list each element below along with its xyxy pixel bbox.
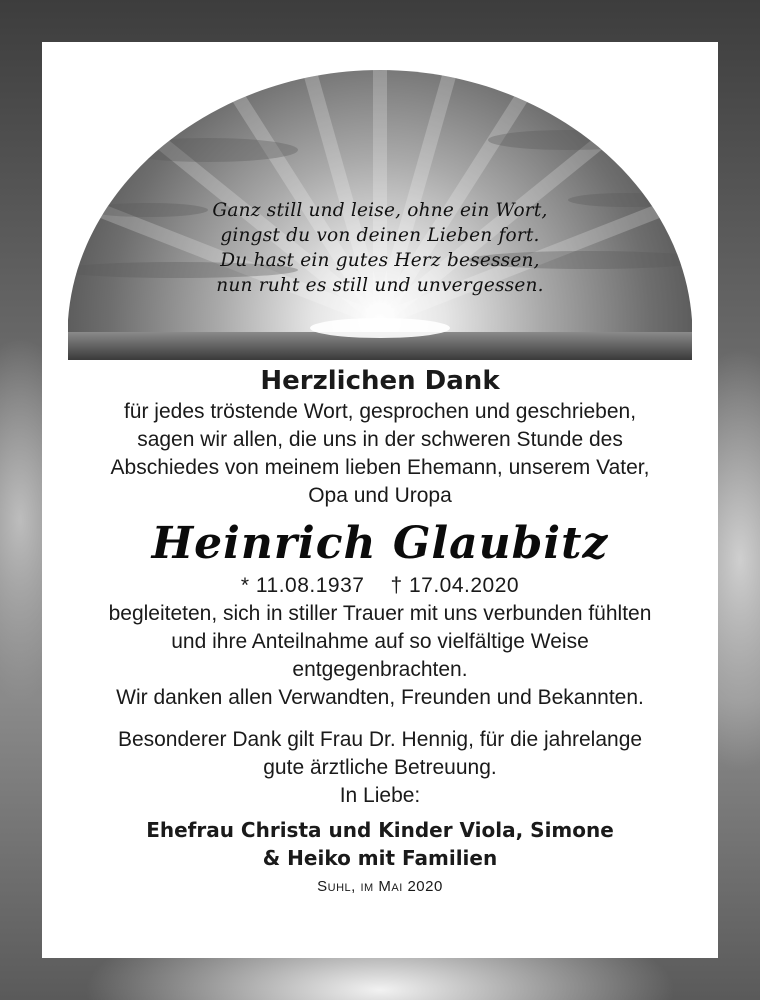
intro-line: für jedes tröstende Wort, gesprochen und geschrieben, — [123, 400, 637, 423]
thanks-line: begleiteten, sich in stiller Trauer mit uns verbunden fühlten — [108, 602, 652, 625]
poem-line: nun ruht es still und unvergessen. — [216, 275, 544, 296]
place-and-date: Suhl, im Mai 2020 — [317, 878, 443, 895]
death-date: † 17.04.2020 — [390, 574, 520, 597]
closing-line: In Liebe: — [339, 784, 421, 807]
obituary-text — [42, 364, 718, 900]
intro-line: sagen wir allen, die uns in der schweren Stunde des — [137, 428, 623, 451]
birth-date: * 11.08.1937 — [240, 574, 365, 597]
poem-line: Ganz still und leise, ohne ein Wort, — [212, 200, 548, 221]
intro-line: Opa und Uropa — [308, 484, 452, 507]
family-line: & Heiko mit Familien — [262, 846, 498, 870]
thanks-line: Wir danken allen Verwandten, Freunden und Bekannten. — [116, 686, 644, 709]
poem — [68, 198, 692, 298]
life-dates — [42, 572, 718, 600]
thanks-line: und ihre Anteilnahme auf so vielfältige Weise — [171, 630, 589, 653]
special-thanks-paragraph — [42, 726, 718, 810]
family-signature — [42, 816, 718, 872]
thanks-line: entgegenbrachten. — [292, 658, 468, 681]
thanks-paragraph — [42, 600, 718, 712]
intro-paragraph — [42, 398, 718, 510]
special-line: gute ärztliche Betreuung. — [263, 756, 497, 779]
intro-line: Abschiedes von meinem lieben Ehemann, unserem Vater, — [110, 456, 650, 479]
special-line: Besonderer Dank gilt Frau Dr. Hennig, für die jahrelange — [117, 728, 643, 751]
poem-line: gingst du von deinen Lieben fort. — [220, 225, 540, 246]
family-line: Ehefrau Christa und Kinder Viola, Simone — [146, 818, 614, 842]
thanks-heading: Herzlichen Dank — [260, 366, 500, 396]
deceased-name: Heinrich Glaubitz — [151, 518, 609, 569]
obituary-card — [42, 42, 718, 958]
poem-line: Du hast ein gutes Herz besessen, — [220, 250, 540, 271]
